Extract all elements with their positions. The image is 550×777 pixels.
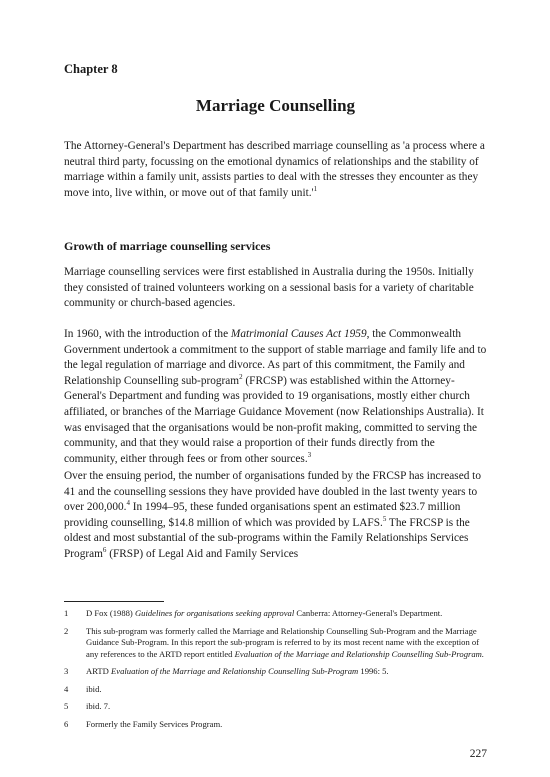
intro-text: The Attorney-General's Department has described marriage counselling as 'a process where a neutral third party, focussing on the emotional dynamics of relationships and the stability of marriage within a family unit, assists parties to deal with the stresses they encounter as they move into, live within, or move out of that family unit.' <box>64 140 485 199</box>
act-title: Matrimonial Causes Act 1959 <box>230 328 367 340</box>
page-number: 227 <box>469 748 487 760</box>
paragraph-3-text: The FRCSP is the oldest and most substantial of the sub-programs within the Family Relationships Services Program <box>64 516 470 560</box>
footnote-ref: 1 <box>313 185 318 194</box>
footnote-text-part: ARTD <box>86 666 112 676</box>
footnote-text <box>86 684 487 696</box>
footnotes <box>64 608 487 736</box>
footnote-number: 5 <box>64 701 69 711</box>
footnote-ref: 4 <box>126 499 130 508</box>
footnote-text <box>86 608 487 620</box>
footnote-number: 1 <box>64 608 69 618</box>
footnote-italic: Evaluation of the Marriage and Relationship Counselling Sub-Program <box>111 666 359 676</box>
footnote-ref: 3 <box>307 450 312 459</box>
footnote-text-part: ibid. <box>86 683 102 694</box>
footnote-italic: Evaluation of the Marriage and Relationship Counselling Sub-Program. <box>234 648 484 659</box>
paragraph-3-text: Over the ensuing period, the number of organisations funded by the FRCSP has increased to 41 and the counselling sessions they have provided have doubled in the last twenty years to over 200,000. <box>64 470 481 514</box>
footnote <box>64 719 487 731</box>
paragraph-2 <box>64 327 487 467</box>
paragraph-3 <box>64 469 487 563</box>
paragraph-3-text: (FRSP) of Legal Aid and Family Services <box>106 547 299 560</box>
footnote-text-part: 1996: 5. <box>358 666 389 676</box>
chapter-title: Marriage Counselling <box>195 96 356 115</box>
footnote-divider <box>64 601 164 602</box>
footnote-text-part: Formerly the Family Services Program. <box>86 718 223 729</box>
footnote-text <box>86 626 487 661</box>
footnote-number: 4 <box>64 683 69 694</box>
footnote-text-part: This sub-program was formerly called the Marriage and Relationship Counselling Sub-Program and the Marriage Guidance Sub-Program. In this report the sub-program is referred to by its most recent name with the exception of any references to the ARTD report entitled <box>86 625 480 659</box>
footnote-number: 2 <box>64 625 69 636</box>
footnote <box>64 701 487 713</box>
paragraph-3-text: In 1994–95, these funded organisations spent an estimated $23.7 million providing counselling, $14.8 million of which was provided by LAFS. <box>64 501 461 529</box>
intro-paragraph <box>64 139 487 201</box>
footnote-number: 3 <box>64 666 69 676</box>
paragraph-2-text: In 1960, with the introduction of the <box>64 328 231 340</box>
footnote-number: 6 <box>64 718 69 729</box>
paragraph-2-text: (FRCSP) was established within the Attorney-General's Department and funding was provided to 19 organisations, mostly either church affiliated, or branches of the Marriage Guidance Movement (now Relationships Australia). It was envisaged that the organisations would be non-profit making, committed to serving the community, and that they would raise a proportion of their funds directly from the community, either through fees or from other sources. <box>64 374 484 465</box>
footnote-text <box>86 666 487 678</box>
document-page <box>64 0 487 777</box>
footnote-text-part: D Fox (1988) <box>86 608 135 618</box>
footnote-italic: Guidelines for organisations seeking approval <box>134 608 295 618</box>
footnote-ref: 2 <box>239 373 243 382</box>
footnote <box>64 666 487 678</box>
footnote-text-part: Canberra: Attorney-General's Department. <box>294 608 443 618</box>
section-heading: Growth of marriage counselling services <box>64 239 271 253</box>
footnote <box>64 684 487 696</box>
footnote-text-part: ibid. 7. <box>86 701 111 711</box>
footnote-ref: 5 <box>382 515 387 524</box>
paragraph-2-text: , the Commonwealth Government undertook a commitment to the support of stable marriage and family life and to the legal regulation of marriage and divorce. As part of this commitment, the Family and Relationship Counselling sub-program <box>64 328 487 387</box>
footnote <box>64 608 487 620</box>
footnote-text <box>86 719 487 731</box>
paragraph-1: Marriage counselling services were first established in Australia during the 1950s. Initially they consisted of trained volunteers working on a sessional basis for a variety of charitable community or church-based agencies. <box>64 266 474 310</box>
footnote-text <box>86 701 487 713</box>
footnote <box>64 626 487 661</box>
chapter-label: Chapter 8 <box>64 62 118 76</box>
footnote-ref: 6 <box>102 546 107 555</box>
